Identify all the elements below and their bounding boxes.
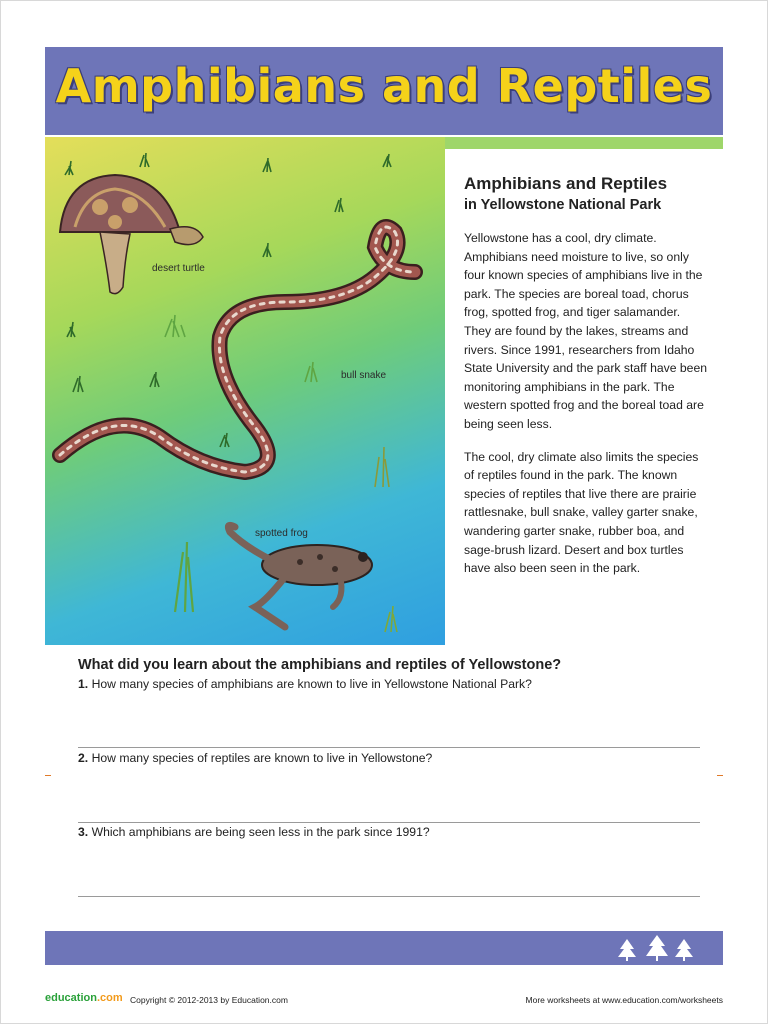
- green-strip: [445, 137, 723, 149]
- turtle-label: desert turtle: [152, 263, 205, 274]
- fold-mark-left: [45, 775, 51, 776]
- article-subtitle: in Yellowstone National Park: [464, 197, 662, 213]
- question-1: 1. How many species of amphibians are known to live in Yellowstone National Park?: [78, 677, 532, 691]
- article-paragraph: The cool, dry climate also limits the species of reptiles found in the park. The known species of reptiles that live there are prairie rattlesnake, bull snake, valley garter snake, wandering garter snake, rubber boa, and sage-brush lizard. Desert and box turtles have also been seen in the park.: [464, 449, 699, 576]
- footer-bar: [45, 931, 723, 965]
- frog-drawing: [228, 525, 372, 627]
- question-2: 2. How many species of reptiles are known to live in Yellowstone?: [78, 751, 433, 765]
- answer-line-1[interactable]: [78, 747, 700, 748]
- answer-line-3[interactable]: [78, 896, 700, 897]
- illustration: [45, 137, 445, 645]
- animals-illustration: [45, 137, 445, 645]
- article-title: Amphibians and Reptiles: [464, 174, 668, 193]
- more-worksheets-link[interactable]: More worksheets at www.education.com/worksheets: [525, 995, 723, 1005]
- turtle-drawing: [60, 175, 203, 294]
- article-paragraph: Yellowstone has a cool, dry climate. Amphibians need moisture to live, so only four known species of amphibians live in the park. The species are boreal toad, chorus frog, spotted frog, and tiger salamander. They are found by the lakes, streams and rivers. Since 1991, researchers from Idaho State University and the park staff have been monitoring amphibians in the park. The western spotted frog and the boreal toad are being seen less.: [464, 231, 707, 431]
- frog-label: spotted frog: [255, 528, 308, 539]
- fold-mark-right: [717, 775, 723, 776]
- tree-icon: [617, 935, 695, 963]
- page-title: Amphibians and Reptiles: [55, 59, 713, 113]
- quiz-heading: What did you learn about the amphibians and reptiles of Yellowstone?: [78, 657, 562, 673]
- education-logo[interactable]: education.com: [45, 992, 123, 1004]
- quiz-section: [78, 655, 700, 675]
- copyright-text: Copyright © 2012-2013 by Education.com: [130, 995, 288, 1005]
- title-banner: [45, 47, 723, 135]
- question-3: 3. Which amphibians are being seen less in the park since 1991?: [78, 825, 430, 839]
- article: [464, 173, 709, 592]
- answer-line-2[interactable]: [78, 822, 700, 823]
- snake-label: bull snake: [341, 370, 387, 381]
